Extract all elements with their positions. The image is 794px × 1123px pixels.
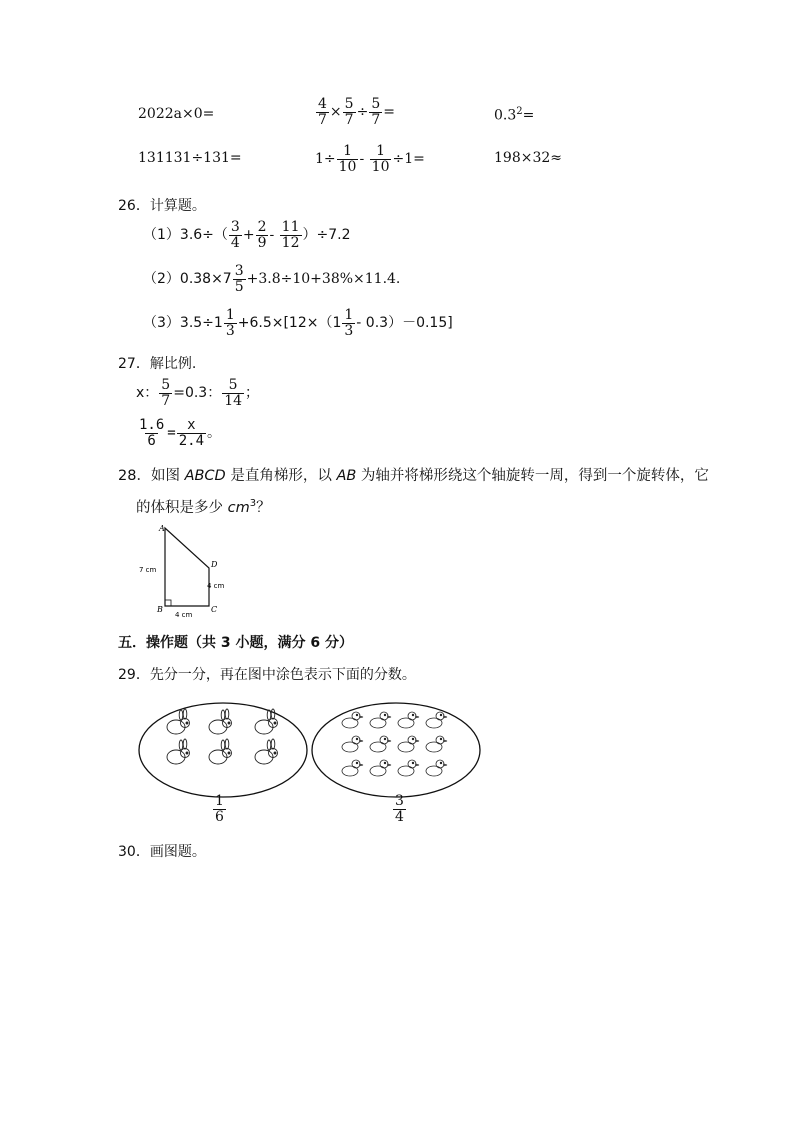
duck-icon <box>398 712 419 728</box>
duck-icon <box>426 712 447 728</box>
duck-icon <box>398 736 419 752</box>
row2-expr3: 198×32≈ <box>494 150 562 166</box>
label-bottom-4cm: 4 cm <box>175 611 193 619</box>
duck-icon <box>426 736 447 752</box>
rabbit-icon <box>167 739 190 764</box>
q28-text-line1: 28．如图 ABCD 是直角梯形，以 AB 为轴并将梯形绕这个轴旋转一周，得到一个旋转体，它 <box>118 468 709 484</box>
q26-part3: （3）3.5÷1 $\frac{1}{3}$ +6.5×[12×（1 $\frac{1}{3}$ - 0.3）－0.15] <box>143 307 453 339</box>
label-D: D <box>211 560 218 569</box>
row2-expr2: 1÷ $\frac{1}{10}$ - $\frac{1}{10}$ ÷1= <box>315 143 425 175</box>
q29-fraction-2: $\frac{3}{4}$ <box>395 793 404 825</box>
duck-icon <box>342 736 363 752</box>
q26-part1: （1）3.6÷（ $\frac{3}{4}$ + $\frac{2}{9}$ - $\frac{11}{12}$ ）÷7.2 <box>143 219 351 251</box>
q27-eq2: $\frac{1.6}{6}$ = $\frac{x}{2.4}$ 。 <box>139 417 222 449</box>
row1-expr3: $0.3^2=$ <box>494 106 535 124</box>
section5-heading: 五．操作题（共 3 小题，满分 6 分） <box>118 635 353 651</box>
label-left-7cm: 7 cm <box>139 566 157 574</box>
q26-part2: （2）0.38×7 $\frac{3}{5}$ +3.8÷10+38%×11.4. <box>143 263 401 295</box>
rabbits-group <box>167 709 278 764</box>
q29-figure <box>136 694 488 824</box>
label-A: A <box>159 524 165 533</box>
label-C: C <box>211 605 218 614</box>
q26-title: 26．计算题。 <box>118 198 206 214</box>
label-right-4cm: 4 cm <box>207 582 225 590</box>
duck-icon <box>370 736 391 752</box>
right-angle-mark <box>165 600 171 606</box>
duck-icon <box>426 760 447 776</box>
row1-expr2: $\frac{4}{7}$ × $\frac{5}{7}$ ÷ $\frac{5}{7}$ = <box>318 96 395 128</box>
q29-title: 29．先分一分，再在图中涂色表示下面的分数。 <box>118 667 416 683</box>
trapezoid-shape <box>165 528 209 606</box>
row2-expr1: 131131÷131= <box>138 150 242 166</box>
q28-text-line2: 的体积是多少 $cm^3$？ <box>136 498 271 516</box>
label-B: B <box>157 605 163 614</box>
trapezoid-figure <box>137 522 233 620</box>
rabbit-icon <box>209 739 232 764</box>
row1-expr1: 2022a×0= <box>138 106 215 122</box>
ducks-group <box>342 712 447 776</box>
duck-icon <box>342 760 363 776</box>
duck-icon <box>370 712 391 728</box>
duck-icon <box>370 760 391 776</box>
duck-icon <box>342 712 363 728</box>
rabbit-icon <box>255 739 278 764</box>
duck-oval <box>312 703 480 797</box>
q29-fraction-1: $\frac{1}{6}$ <box>215 793 224 825</box>
duck-icon <box>398 760 419 776</box>
q27-title: 27．解比例. <box>118 356 197 372</box>
q27-eq1: x： $\frac{5}{7}$ =0.3： $\frac{5}{14}$ ； <box>136 377 260 409</box>
rabbit-icon <box>209 709 232 734</box>
q30-title: 30．画图题。 <box>118 844 206 860</box>
